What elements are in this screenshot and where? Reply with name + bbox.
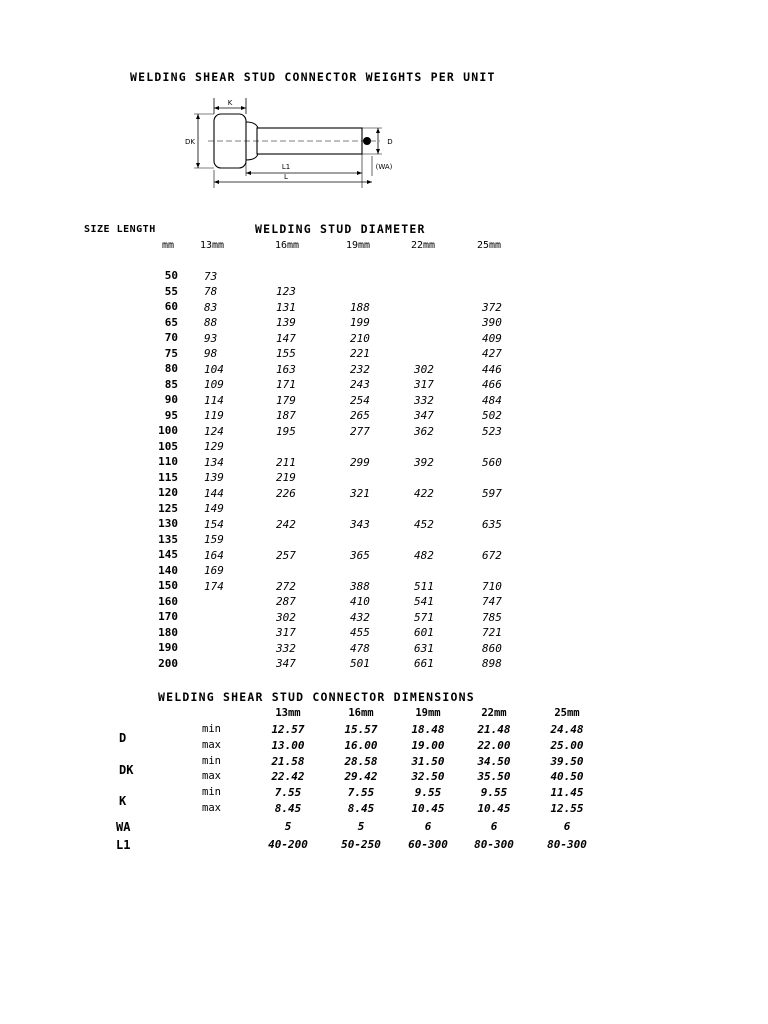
dimension-sub-label: min bbox=[202, 786, 221, 798]
weight-cell: 511 bbox=[414, 579, 434, 593]
dimension-cell: 50-250 bbox=[341, 838, 381, 851]
dimension-cell: 10.45 bbox=[477, 801, 511, 815]
dimensions-column-header: 13mm bbox=[275, 707, 301, 719]
size-cell: 95 bbox=[164, 408, 178, 422]
weight-cell: 169 bbox=[204, 564, 224, 577]
weights-column-header: 13mm bbox=[200, 240, 225, 251]
dimensions-title: WELDING SHEAR STUD CONNECTOR DIMENSIONS bbox=[158, 690, 475, 704]
weight-cell: 432 bbox=[350, 610, 370, 624]
weight-cell: 149 bbox=[204, 502, 224, 515]
size-cell: 180 bbox=[158, 625, 178, 639]
weight-cell: 144 bbox=[204, 486, 224, 500]
dimension-group-label: DK bbox=[119, 762, 134, 777]
dimension-cell: 80-300 bbox=[547, 838, 587, 851]
dimension-cell: 35.50 bbox=[477, 770, 511, 783]
dimension-sub-label: min bbox=[202, 754, 221, 767]
dimensions-column-header: 25mm bbox=[554, 707, 580, 719]
weight-cell: 78 bbox=[204, 285, 218, 298]
weight-cell: 134 bbox=[204, 455, 224, 469]
dimension-row-label: WA bbox=[116, 820, 131, 834]
size-cell: 170 bbox=[158, 610, 178, 623]
stud-diagram bbox=[180, 96, 400, 192]
dimension-cell: 34.50 bbox=[477, 754, 511, 768]
dimension-cell: 29.42 bbox=[344, 770, 378, 783]
weight-cell: 601 bbox=[414, 626, 434, 639]
weight-cell: 365 bbox=[350, 548, 370, 562]
size-cell: 130 bbox=[158, 517, 178, 530]
weight-cell: 73 bbox=[204, 269, 218, 283]
weights-column-header: 19mm bbox=[346, 240, 371, 251]
weight-cell: 179 bbox=[276, 393, 296, 407]
dimension-cell: 32.50 bbox=[411, 770, 445, 783]
weight-cell: 661 bbox=[414, 657, 434, 670]
weight-cell: 347 bbox=[414, 409, 434, 422]
weight-cell: 455 bbox=[350, 626, 370, 639]
weight-cell: 597 bbox=[482, 486, 502, 500]
dk-label: DK bbox=[185, 138, 195, 146]
l1-label: L1 bbox=[281, 163, 291, 171]
weight-cell: 747 bbox=[482, 595, 502, 608]
weight-cell: 199 bbox=[350, 316, 370, 329]
weights-column-header: 16mm bbox=[275, 240, 300, 251]
weight-cell: 427 bbox=[482, 347, 502, 360]
size-cell: 75 bbox=[164, 346, 178, 360]
weight-cell: 523 bbox=[482, 424, 502, 438]
dimension-cell: 11.45 bbox=[550, 786, 584, 799]
weight-cell: 362 bbox=[414, 424, 434, 438]
dimension-cell: 19.00 bbox=[411, 738, 445, 752]
dimension-group-label: K bbox=[119, 794, 127, 808]
size-cell: 90 bbox=[164, 393, 178, 406]
size-cell: 105 bbox=[158, 439, 178, 453]
weight-cell: 147 bbox=[276, 331, 296, 345]
stud-diameter-label: WELDING STUD DIAMETER bbox=[255, 222, 426, 236]
weight-cell: 898 bbox=[482, 657, 502, 670]
unit-label: mm bbox=[162, 240, 175, 251]
weight-cell: 321 bbox=[350, 486, 370, 500]
weight-cell: 219 bbox=[276, 471, 296, 484]
weight-cell: 302 bbox=[276, 610, 296, 624]
weight-cell: 272 bbox=[276, 579, 296, 593]
wa-label: (WA) bbox=[375, 163, 393, 171]
weight-cell: 452 bbox=[414, 517, 434, 531]
dimension-cell: 40-200 bbox=[268, 838, 308, 851]
weight-cell: 154 bbox=[204, 517, 224, 531]
weight-cell: 88 bbox=[204, 316, 218, 329]
dimension-cell: 6 bbox=[490, 820, 498, 833]
dimension-cell: 31.50 bbox=[411, 754, 445, 768]
dimension-cell: 21.48 bbox=[477, 723, 511, 736]
weight-cell: 232 bbox=[350, 362, 370, 376]
weights-column-header: 22mm bbox=[411, 240, 436, 251]
size-cell: 120 bbox=[158, 486, 178, 499]
dimension-cell: 40.50 bbox=[550, 770, 584, 783]
size-cell: 190 bbox=[158, 641, 178, 654]
size-cell: 150 bbox=[158, 579, 178, 592]
weight-cell: 98 bbox=[204, 347, 218, 360]
weight-cell: 139 bbox=[276, 316, 296, 329]
dimension-sub-label: max bbox=[202, 801, 221, 814]
dimension-cell: 5 bbox=[357, 820, 365, 833]
dimension-cell: 21.58 bbox=[271, 754, 305, 768]
weight-cell: 123 bbox=[276, 285, 296, 298]
weight-cell: 317 bbox=[414, 378, 434, 391]
weight-cell: 226 bbox=[276, 486, 296, 500]
weight-cell: 257 bbox=[276, 548, 296, 562]
dimensions-column-header: 22mm bbox=[481, 707, 507, 719]
weight-cell: 332 bbox=[276, 641, 296, 655]
weight-cell: 560 bbox=[482, 455, 502, 469]
dimension-cell: 22.00 bbox=[477, 738, 511, 752]
dimension-cell: 12.55 bbox=[550, 801, 584, 815]
weight-cell: 721 bbox=[482, 626, 502, 639]
weight-cell: 302 bbox=[414, 362, 434, 376]
weight-cell: 484 bbox=[482, 393, 502, 407]
dimension-cell: 8.45 bbox=[347, 801, 375, 815]
size-cell: 110 bbox=[158, 455, 178, 468]
size-length-label: SIZE LENGTH bbox=[84, 224, 156, 235]
weight-cell: 410 bbox=[350, 595, 370, 608]
weight-cell: 631 bbox=[414, 641, 434, 655]
dimension-cell: 6 bbox=[563, 820, 571, 833]
weight-cell: 119 bbox=[204, 409, 224, 422]
weight-cell: 392 bbox=[414, 455, 434, 469]
size-cell: 115 bbox=[158, 470, 178, 484]
weight-cell: 265 bbox=[350, 409, 370, 422]
dimension-cell: 39.50 bbox=[550, 754, 584, 768]
size-cell: 140 bbox=[158, 563, 178, 577]
weight-cell: 478 bbox=[350, 641, 370, 655]
weight-cell: 635 bbox=[482, 517, 502, 531]
weight-cell: 343 bbox=[350, 517, 370, 531]
weight-cell: 243 bbox=[350, 378, 370, 391]
weight-cell: 83 bbox=[204, 300, 218, 314]
dimension-cell: 80-300 bbox=[474, 838, 514, 851]
weight-cell: 299 bbox=[350, 455, 370, 469]
weight-cell: 388 bbox=[350, 579, 370, 593]
weight-cell: 422 bbox=[414, 486, 434, 500]
weight-cell: 129 bbox=[204, 440, 224, 453]
weight-cell: 174 bbox=[204, 579, 224, 593]
size-cell: 65 bbox=[164, 315, 178, 329]
dimension-cell: 24.48 bbox=[550, 723, 584, 736]
weight-cell: 109 bbox=[204, 378, 224, 391]
dimensions-column-header: 19mm bbox=[415, 707, 441, 719]
dimension-cell: 7.55 bbox=[274, 786, 302, 799]
dimension-cell: 12.57 bbox=[271, 723, 305, 736]
dimension-cell: 16.00 bbox=[344, 738, 378, 752]
weight-cell: 390 bbox=[482, 316, 502, 329]
size-cell: 100 bbox=[158, 424, 178, 437]
weight-cell: 164 bbox=[204, 548, 224, 562]
dimension-row-label: L1 bbox=[116, 838, 131, 852]
l-label: L bbox=[284, 173, 288, 181]
weight-cell: 159 bbox=[204, 533, 224, 546]
size-cell: 145 bbox=[158, 548, 178, 561]
k-label: K bbox=[227, 99, 233, 107]
dimension-cell: 5 bbox=[284, 820, 292, 833]
size-cell: 60 bbox=[164, 300, 178, 313]
weight-cell: 221 bbox=[350, 347, 370, 360]
dimension-sub-label: min bbox=[202, 723, 221, 735]
weight-cell: 672 bbox=[482, 548, 502, 562]
size-cell: 85 bbox=[164, 377, 178, 391]
dimension-sub-label: max bbox=[202, 770, 221, 782]
size-cell: 160 bbox=[158, 594, 178, 608]
weight-cell: 317 bbox=[276, 626, 296, 639]
weight-cell: 187 bbox=[276, 409, 296, 422]
weight-cell: 104 bbox=[204, 362, 224, 376]
dimension-sub-label: max bbox=[202, 738, 221, 751]
dimension-cell: 8.45 bbox=[274, 801, 302, 815]
weight-cell: 347 bbox=[276, 657, 296, 670]
dimension-cell: 10.45 bbox=[411, 801, 445, 815]
size-cell: 200 bbox=[158, 656, 178, 670]
dimension-cell: 13.00 bbox=[271, 738, 305, 752]
weight-cell: 242 bbox=[276, 517, 296, 531]
weight-cell: 139 bbox=[204, 471, 224, 484]
size-cell: 55 bbox=[164, 284, 178, 298]
page-title: WELDING SHEAR STUD CONNECTOR WEIGHTS PER UNIT bbox=[130, 70, 496, 84]
weight-cell: 710 bbox=[482, 579, 502, 593]
weight-cell: 211 bbox=[276, 455, 296, 469]
weight-cell: 785 bbox=[482, 610, 502, 624]
dimension-cell: 9.55 bbox=[480, 786, 508, 799]
weight-cell: 541 bbox=[414, 595, 434, 608]
weight-cell: 446 bbox=[482, 362, 502, 376]
size-cell: 80 bbox=[164, 362, 178, 375]
weight-cell: 571 bbox=[414, 610, 434, 624]
weight-cell: 131 bbox=[276, 300, 296, 314]
weight-cell: 114 bbox=[204, 393, 224, 407]
dimension-cell: 6 bbox=[424, 820, 432, 833]
weight-cell: 254 bbox=[350, 393, 370, 407]
weight-cell: 188 bbox=[350, 300, 370, 314]
dimension-cell: 18.48 bbox=[411, 723, 445, 736]
weight-cell: 501 bbox=[350, 657, 370, 670]
d-label: D bbox=[387, 138, 393, 146]
dimension-group-label: D bbox=[119, 731, 127, 745]
weight-cell: 163 bbox=[276, 362, 296, 376]
size-cell: 50 bbox=[164, 269, 178, 282]
weight-cell: 482 bbox=[414, 548, 434, 562]
dimension-cell: 7.55 bbox=[347, 786, 375, 799]
weight-cell: 860 bbox=[482, 641, 502, 655]
dimensions-column-header: 16mm bbox=[348, 707, 374, 719]
weight-cell: 502 bbox=[482, 409, 502, 422]
dimension-cell: 15.57 bbox=[344, 723, 378, 736]
weight-cell: 287 bbox=[276, 595, 296, 608]
size-cell: 135 bbox=[158, 532, 178, 546]
weight-cell: 372 bbox=[482, 300, 502, 314]
size-cell: 125 bbox=[158, 501, 178, 515]
dimension-cell: 9.55 bbox=[414, 786, 442, 799]
weight-cell: 171 bbox=[276, 378, 296, 391]
dimension-cell: 60-300 bbox=[408, 838, 448, 851]
weight-cell: 332 bbox=[414, 393, 434, 407]
weight-cell: 124 bbox=[204, 424, 224, 438]
weight-cell: 277 bbox=[350, 424, 370, 438]
size-cell: 70 bbox=[164, 331, 178, 344]
weight-cell: 195 bbox=[276, 424, 296, 438]
weights-column-header: 25mm bbox=[477, 240, 502, 251]
dimension-cell: 28.58 bbox=[344, 754, 378, 768]
weight-cell: 466 bbox=[482, 378, 502, 391]
weight-cell: 155 bbox=[276, 347, 296, 360]
dimension-cell: 25.00 bbox=[550, 738, 584, 752]
weight-cell: 210 bbox=[350, 331, 370, 345]
weight-cell: 409 bbox=[482, 331, 502, 345]
dimension-cell: 22.42 bbox=[271, 770, 305, 783]
weight-cell: 93 bbox=[204, 331, 218, 345]
